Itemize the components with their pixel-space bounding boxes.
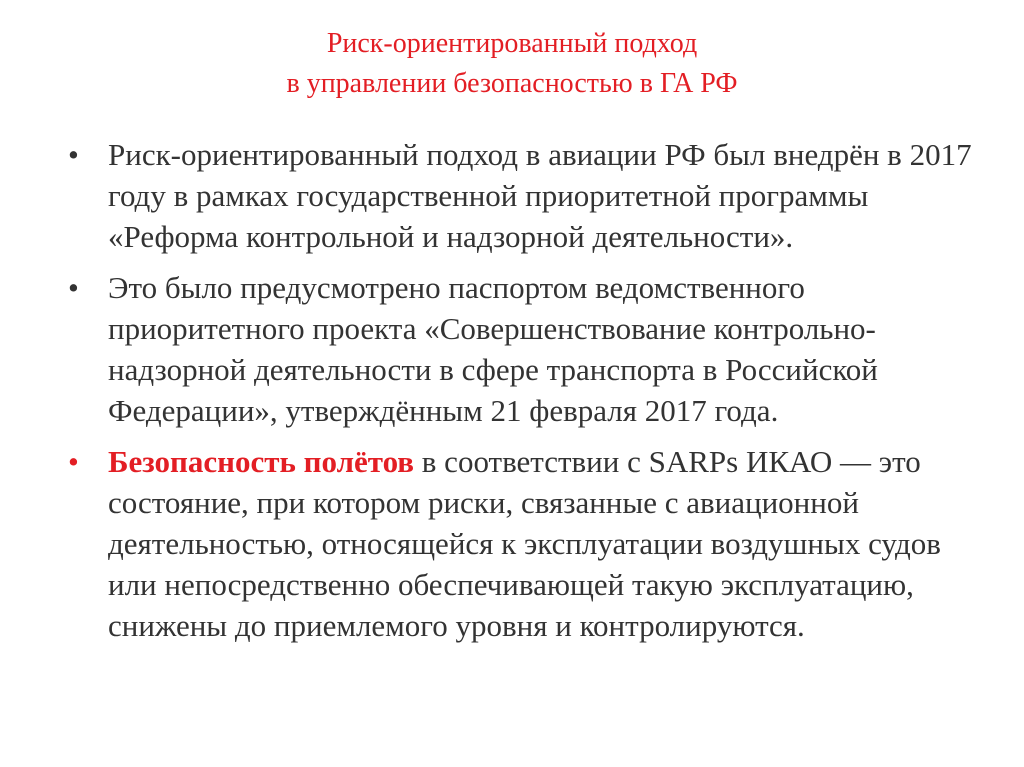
bullet-text: Это было предусмотрено паспортом ведомственного приоритетного проекта «Совершенствование контрольно-надзорной деятельности в сфере транспорта в Российской Федерации», утверждённым 21 февраля 2017 года. — [108, 270, 878, 428]
bullet-marker: • — [68, 270, 79, 305]
slide-title — [0, 24, 1024, 104]
bullet-item-3 — [60, 441, 980, 646]
bullet-item-1 — [60, 134, 980, 257]
bullet-text: Риск-ориентированный подход в авиации РФ был внедрён в 2017 году в рамках государственной приоритетной программы «Реформа контрольной и надзорной деятельности». — [108, 137, 972, 254]
bullet-marker: • — [68, 444, 79, 479]
bullet-text: в соответствии с SARPs ИКАО — это состояние, при котором риски, связанные с авиационной деятельностью, относящейся к эксплуатации воздушных судов или непосредственно обеспечивающей такую эксплуатацию, снижены до приемлемого уровня и контролируются. — [108, 444, 941, 643]
highlighted-term: Безопасность полётов — [108, 444, 415, 479]
bullet-list — [60, 134, 980, 656]
slide-title-line-1: Риск-ориентированный подход — [326, 28, 698, 59]
bullet-item-2 — [60, 267, 980, 431]
slide-title-line-2: в управлении безопасностью в ГА РФ — [286, 68, 738, 99]
bullet-marker: • — [68, 137, 79, 172]
